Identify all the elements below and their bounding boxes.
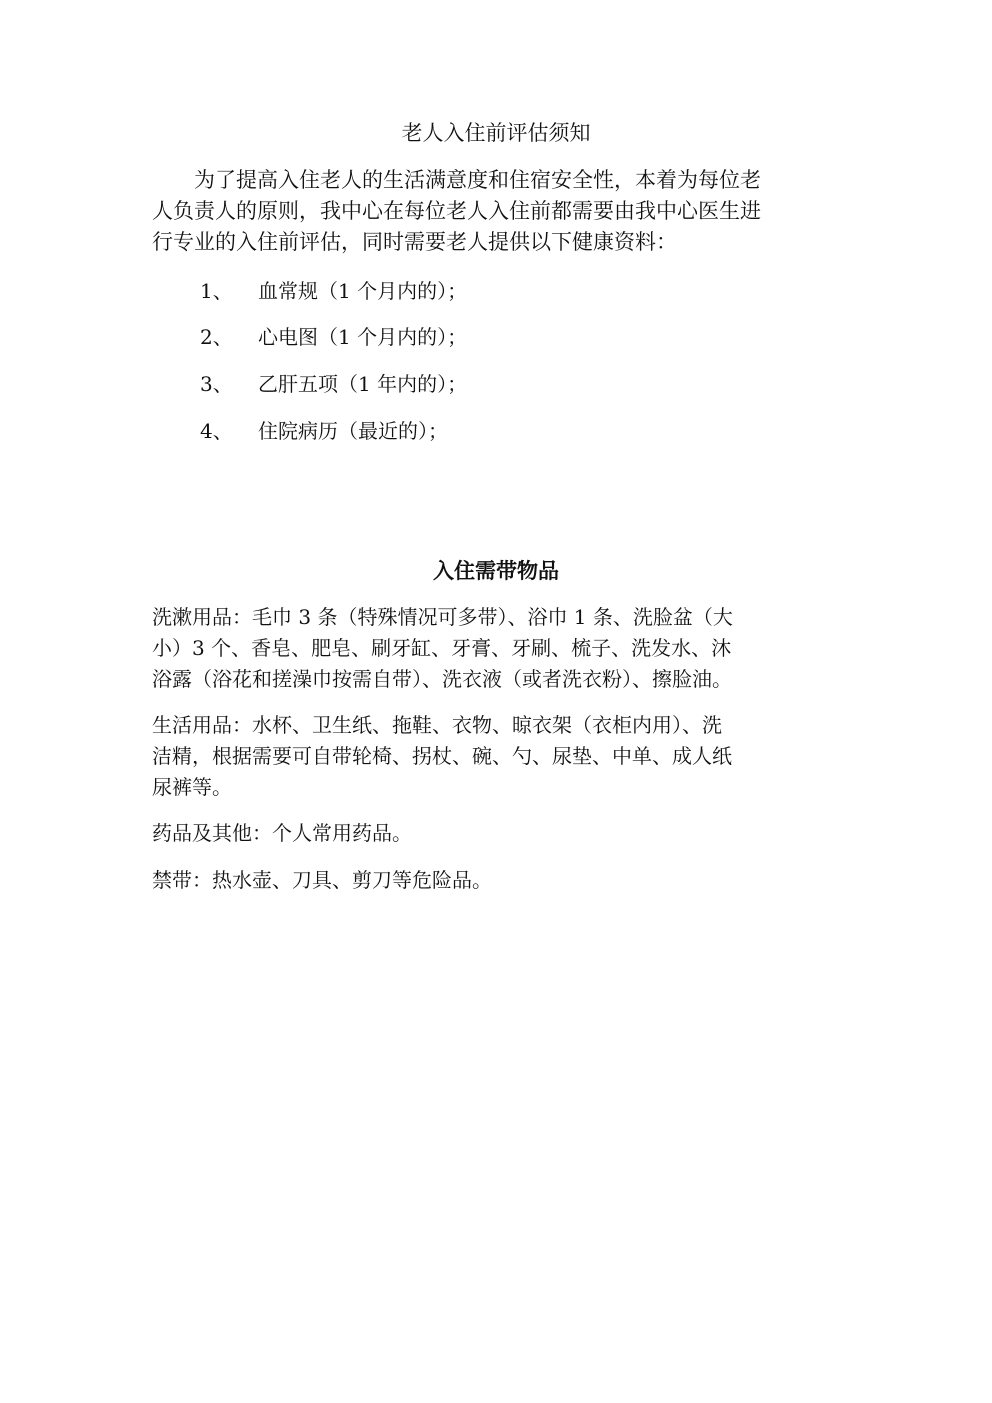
document-title: 老人入住前评估须知	[401, 121, 591, 145]
daily-items-line: 尿裤等。	[152, 775, 232, 799]
toiletries-line: 洗漱用品：毛巾 3 条（特殊情况可多带）、浴巾 1 条、洗脸盆（大	[152, 605, 733, 629]
requirement-number: 4、	[200, 419, 233, 443]
requirement-number: 3、	[200, 372, 233, 396]
medicine-line: 药品及其他：个人常用药品。	[152, 821, 412, 845]
medicine-paragraph	[152, 818, 852, 849]
requirement-text: 心电图（1 个月内的）；	[258, 325, 468, 349]
daily-items-paragraph	[152, 710, 852, 803]
requirement-item	[200, 369, 467, 399]
requirement-item	[200, 276, 467, 306]
requirement-item	[200, 322, 467, 352]
toiletries-paragraph	[152, 602, 852, 695]
requirement-number: 2、	[200, 325, 233, 349]
intro-line: 为了提高入住老人的生活满意度和住宿安全性，本着为每位老	[194, 168, 761, 192]
toiletries-line: 浴露（浴花和搓澡巾按需自带）、洗衣液（或者洗衣粉）、擦脸油。	[152, 667, 732, 691]
daily-items-line: 洁精，根据需要可自带轮椅、拐杖、碗、勺、尿垫、中单、成人纸	[152, 744, 732, 768]
requirement-item	[200, 416, 448, 446]
toiletries-line: 小）3 个、香皂、肥皂、刷牙缸、牙膏、牙刷、梳子、洗发水、沐	[152, 636, 732, 660]
intro-line: 行专业的入住前评估，同时需要老人提供以下健康资料：	[152, 230, 677, 254]
daily-items-line: 生活用品：水杯、卫生纸、拖鞋、衣物、晾衣架（衣柜内用）、洗	[152, 713, 722, 737]
requirement-text: 住院病历（最近的）；	[258, 419, 448, 443]
requirement-text: 乙肝五项（1 年内的）；	[258, 372, 468, 396]
forbidden-paragraph	[152, 865, 852, 896]
intro-line: 人负责人的原则，我中心在每位老人入住前都需要由我中心医生进	[152, 199, 761, 223]
intro-paragraph	[152, 165, 852, 258]
forbidden-line: 禁带：热水壶、刀具、剪刀等危险品。	[152, 868, 492, 892]
requirement-text: 血常规（1 个月内的）；	[258, 279, 468, 303]
items-section-title: 入住需带物品	[433, 558, 559, 583]
requirement-number: 1、	[200, 279, 233, 303]
